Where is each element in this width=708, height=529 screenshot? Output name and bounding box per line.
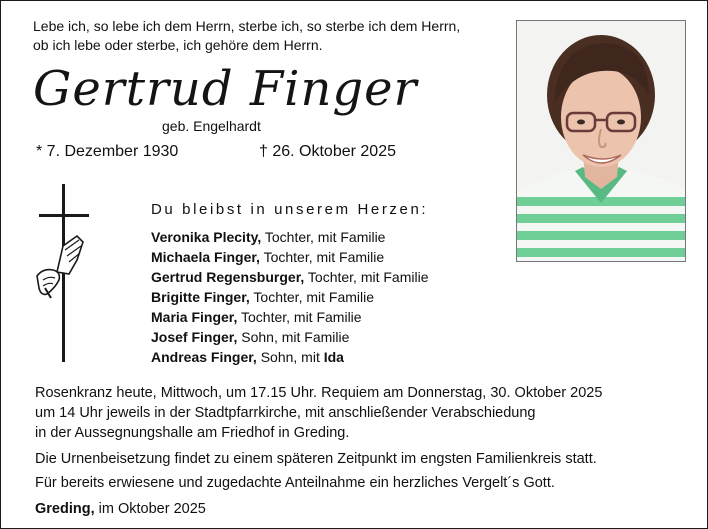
list-item <box>151 247 429 267</box>
list-item <box>151 287 429 307</box>
mourner-relation: Sohn, mit <box>256 349 324 365</box>
list-item <box>151 327 429 347</box>
bible-verse: Lebe ich, so lebe ich dem Herrn, sterbe ich, so sterbe ich dem Herrn, ob ich lebe oder sterbe, ich gehöre dem Herrn. <box>33 18 461 53</box>
closing-date: im Oktober 2025 <box>94 501 206 517</box>
list-item <box>151 267 429 287</box>
mourner-name: Josef Finger, <box>151 329 238 345</box>
mourner-relation: Tochter, mit Familie <box>261 229 386 245</box>
mourner-name: Veronika Plecity, <box>151 229 262 245</box>
mourner-relation: Tochter, mit Familie <box>304 269 429 285</box>
death-date: † 26. Oktober 2025 <box>259 143 396 160</box>
service-details <box>35 383 602 443</box>
closing-place: Greding, <box>35 501 95 517</box>
mourner-name: Michaela Finger, <box>151 249 260 265</box>
list-item <box>151 347 429 367</box>
list-item <box>151 307 429 327</box>
mourner-name: Brigitte Finger, <box>151 289 250 305</box>
service-line-2: um 14 Uhr jeweils in der Stadtpfarrkirche, mit anschließender Verabschiedung <box>35 405 536 421</box>
mourners-list <box>151 227 429 367</box>
mourner-relation: Sohn, mit Familie <box>237 329 350 345</box>
cross-icon <box>33 184 95 362</box>
mourner-relation: Tochter, mit Familie <box>237 309 362 325</box>
mourner-name: Gertrud Regensburger, <box>151 269 305 285</box>
birth-date: * 7. Dezember 1930 <box>36 143 179 160</box>
thanks-note: Für bereits erwiesene und zugedachte Anteilnahme ein herzliches Vergelt´s Gott. <box>35 475 555 491</box>
portrait-photo <box>516 20 686 262</box>
service-line-3: in der Aussegnungshalle am Friedhof in Greding. <box>35 425 350 441</box>
mourner-extra: Ida <box>323 349 344 365</box>
remembrance-line: Du bleibst in unserem Herzen: <box>151 201 429 218</box>
list-item <box>151 227 429 247</box>
mourner-relation: Tochter, mit Familie <box>249 289 375 305</box>
maiden-name: geb. Engelhardt <box>162 118 261 134</box>
closing-line <box>35 499 206 519</box>
mourner-name: Andreas Finger, <box>151 349 257 365</box>
service-line-1: Rosenkranz heute, Mittwoch, um 17.15 Uhr. Requiem am Donnerstag, 30. Oktober 2025 <box>35 385 603 401</box>
mourner-relation: Tochter, mit Familie <box>259 249 385 265</box>
urn-burial-note: Die Urnenbeisetzung findet zu einem späteren Zeitpunkt im engsten Familienkreis statt. <box>35 451 597 467</box>
deceased-name: Gertrud Finger <box>33 61 418 117</box>
mourner-name: Maria Finger, <box>151 309 238 325</box>
praying-hands-icon <box>37 236 83 298</box>
